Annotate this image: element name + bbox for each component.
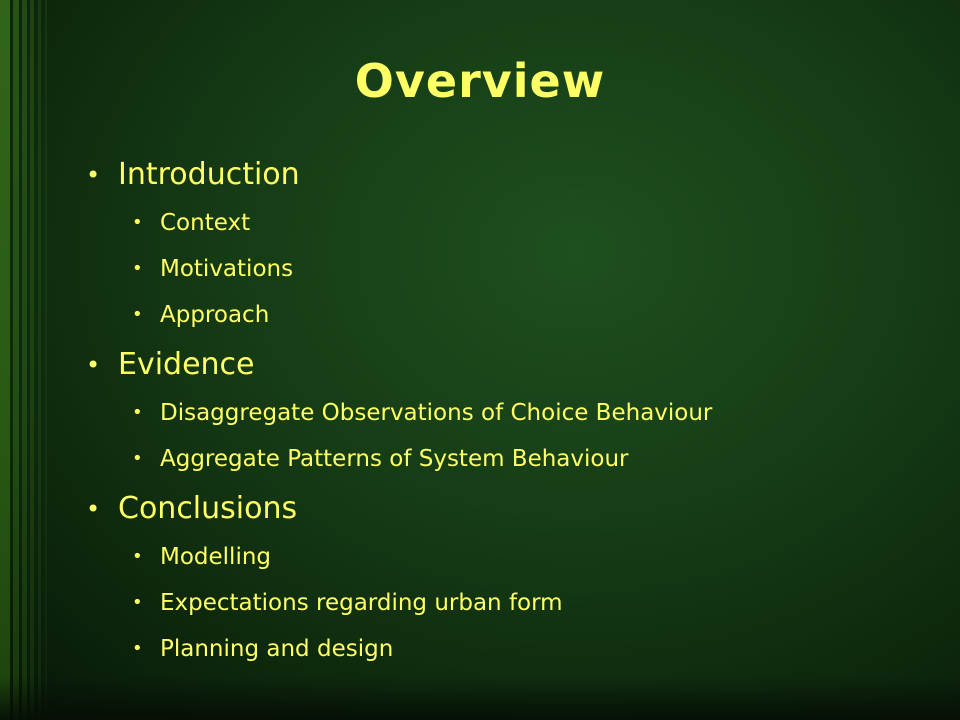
subsection-container [86,200,926,340]
bullet-icon: • [132,448,143,469]
evidence-items [86,390,926,484]
bullet-icon: • [132,304,143,325]
bullet-icon: • [132,592,143,613]
list-item [86,200,926,246]
section-label: Evidence [118,347,255,382]
bullet-icon: • [132,546,143,567]
item-label: Planning and design [160,636,394,662]
bullet-icon: • [132,638,143,659]
section-introduction [86,150,926,200]
item-label: Disaggregate Observations of Choice Behaviour [160,400,713,426]
outline-list [86,150,926,674]
item-label: Modelling [160,544,272,570]
bullet-icon: • [132,258,143,279]
section-evidence [86,340,926,390]
introduction-items [86,200,926,340]
subsection-container [86,390,926,484]
list-item [86,534,926,580]
conclusions-items [86,534,926,674]
bullet-icon: • [86,351,101,379]
subsection-container [86,534,926,674]
bullet-icon: • [132,402,143,423]
item-label: Aggregate Patterns of System Behaviour [160,446,629,472]
list-item [86,246,926,292]
bullet-icon: • [86,161,101,189]
item-label: Context [160,210,251,236]
list-item [86,292,926,338]
list-item [86,390,926,436]
slide-title: Overview [354,54,606,108]
item-label: Approach [160,302,270,328]
section-label: Introduction [118,157,300,192]
section-label: Conclusions [118,491,298,526]
bullet-icon: • [86,495,101,523]
list-item [86,626,926,672]
item-label: Expectations regarding urban form [160,590,563,616]
item-label: Motivations [160,256,294,282]
list-item [86,436,926,482]
list-item [86,580,926,626]
bullet-icon: • [132,212,143,233]
section-conclusions [86,484,926,534]
